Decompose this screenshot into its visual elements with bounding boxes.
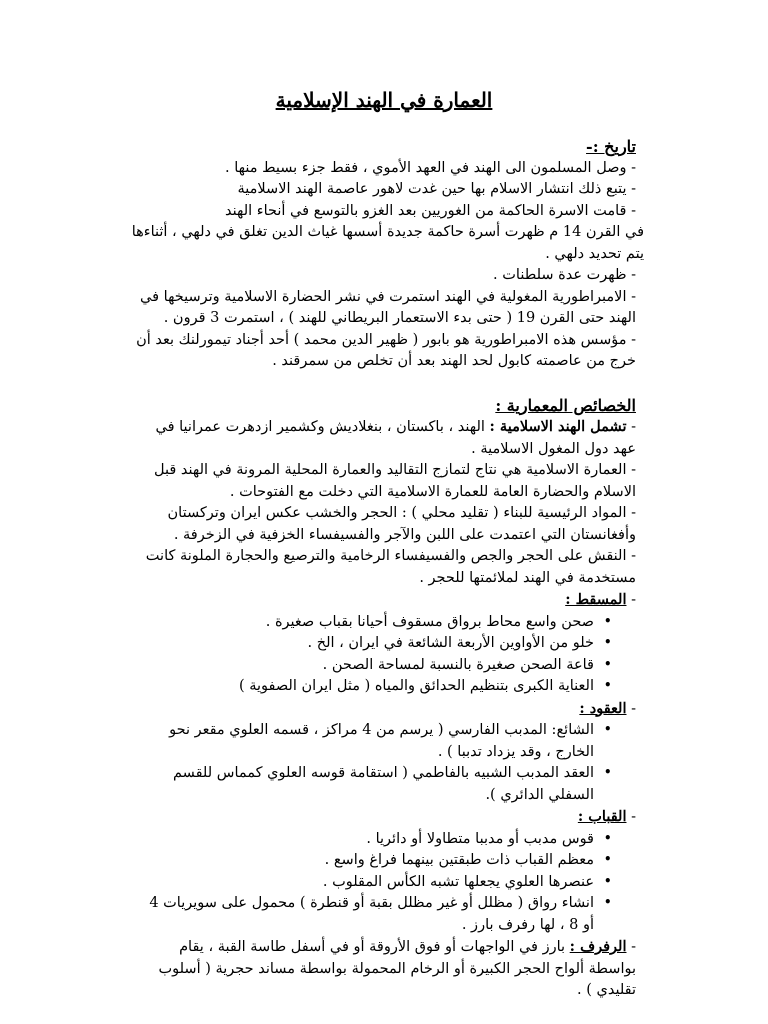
features-scope: - تشمل الهند الاسلامية : الهند ، باكستان ، بنغلاديش وكشمير ازدهرت عمرانيا في عهد دول المغول الاسلامية . — [155, 418, 636, 457]
plan-item: • صحن واسع محاط برواق مسقوف أحيانا بقباب صغيرة . — [136, 612, 636, 634]
history-item: في القرن 14 م ظهرت أسرة حاكمة جديدة أسسها غياث الدين تغلق في دلهي ، أثناءها يتم تحديد دلهي . — [131, 224, 644, 262]
features-scope-label: تشمل الهند الاسلامية : — [489, 418, 627, 435]
domes-heading: القباب : — [577, 808, 627, 825]
eaves-label: الرفرف : — [569, 938, 627, 955]
plan-item: • العناية الكبرى بتنظيم الحدائق والمياه ( مثل ايران الصفوية ) — [136, 676, 636, 698]
domes-item: • معظم القباب ذات طبقتين بينهما فراغ واسع . — [136, 850, 636, 872]
features-item: - المواد الرئيسية للبناء ( تقليد محلي ) : الحجر والخشب عكس ايران وتركستان وأفغانستان التي اعتمدت على اللبن والآجر والفسيفساء الخزفية في الزخرفة . — [167, 505, 636, 543]
plan-item: • خلو من الأواوين الأربعة الشائعة في ايران ، الخ . — [136, 633, 636, 655]
features-item: - النقش على الحجر والجص والفسيفساء الرخامية والترصيع والحجارة الملونة كانت مستخدمة في الهند لملائمتها للحجر . — [145, 548, 636, 586]
features-item: - العمارة الاسلامية هي نتاج لتمازج التقاليد والعمارة المحلية المرونة في الهند قبل الاسلام والحضارة العامة للعمارة الاسلامية التي دخلت مع الفتوحات . — [154, 462, 636, 500]
history-item: - قامت الاسرة الحاكمة من الغوريين بعد الغزو بالتوسع في أنحاء الهند — [225, 202, 636, 219]
arches-item: • العقد المدبب الشبيه بالفاطمي ( استقامة قوسه العلوي كمماس للقسم السفلي الدائري ). — [136, 763, 636, 806]
domes-item: • عنصرها العلوي يجعلها تشبه الكأس المقلوب . — [136, 872, 636, 894]
section-gap — [136, 373, 636, 395]
history-item: - يتبع ذلك انتشار الاسلام بها حين غدت لاهور عاصمة الهند الاسلامية — [237, 181, 636, 197]
history-heading: تاريخ :- — [586, 137, 636, 156]
plan-item: • قاعة الصحن صغيرة بالنسبة لمساحة الصحن . — [136, 655, 636, 677]
features-heading: الخصائص المعمارية : — [495, 395, 636, 415]
domes-item: • انشاء رواق ( مظلل أو غير مظلل بقبة أو قنطرة ) محمول على سويريات 4 أو 8 ، لها رفرف بارز . — [136, 893, 636, 936]
arches-list — [136, 720, 636, 806]
document-body — [131, 136, 644, 1002]
plan-list — [136, 612, 636, 698]
domes-heading-row: - القباب : — [577, 808, 636, 825]
plan-heading: المسقط : — [565, 591, 627, 608]
domes-item: • قوس مدبب أو مدببا متطاولا أو دائريا . — [136, 829, 636, 851]
eaves-paragraph: - الرفرف : بارز في الواجهات أو فوق الأروقة أو في أسفل طاسة القبة ، يقام بواسطة ألواح الحجر الكبيرة أو الرخام المحمولة بواسطة مساند حجرية ( أسلوب تقليدي ) . — [158, 938, 636, 998]
features-scope-text: الهند ، باكستان ، بنغلاديش وكشمير ازدهرت عمرانيا في عهد دول المغول الاسلامية . — [155, 419, 636, 457]
history-item: - الامبراطورية المغولية في الهند استمرت في نشر الحضارة الاسلامية وترسيخها في الهند حتى القرن 19 ( حتى بدء الاستعمار البريطاني للهند ) ، استمرت 3 قرون . — [140, 288, 636, 326]
eaves-text: بارز في الواجهات أو فوق الأروقة أو في أسفل طاسة القبة ، يقام بواسطة ألواح الحجر الكبيرة أو الرخام المحمولة بواسطة مساند حجرية ( أسلوب تقليدي ) . — [158, 939, 636, 998]
history-item: - وصل المسلمون الى الهند في العهد الأموي ، فقط جزء بسيط منها . — [225, 159, 636, 176]
domes-list — [136, 829, 636, 937]
history-item: - ظهرت عدة سلطنات . — [493, 267, 636, 283]
arches-item: • الشائع: المدبب الفارسي ( يرسم من 4 مراكز ، قسمه العلوي مقعر نحو الخارج ، وقد يزداد تدببا ) . — [136, 720, 636, 763]
arches-heading-row: - العقود : — [579, 699, 636, 717]
page-title: العمارة في الهند الإسلامية — [275, 88, 493, 112]
arches-heading: العقود : — [579, 699, 627, 717]
plan-heading-row: - المسقط : — [565, 591, 636, 608]
history-item: - مؤسس هذه الامبراطورية هو بابور ( ظهير الدين محمد ) أحد أجناد تيمورلنك بعد أن خرج من عاصمته كابول لحد الهند بعد أن تخلص من سمرقند . — [136, 331, 636, 369]
